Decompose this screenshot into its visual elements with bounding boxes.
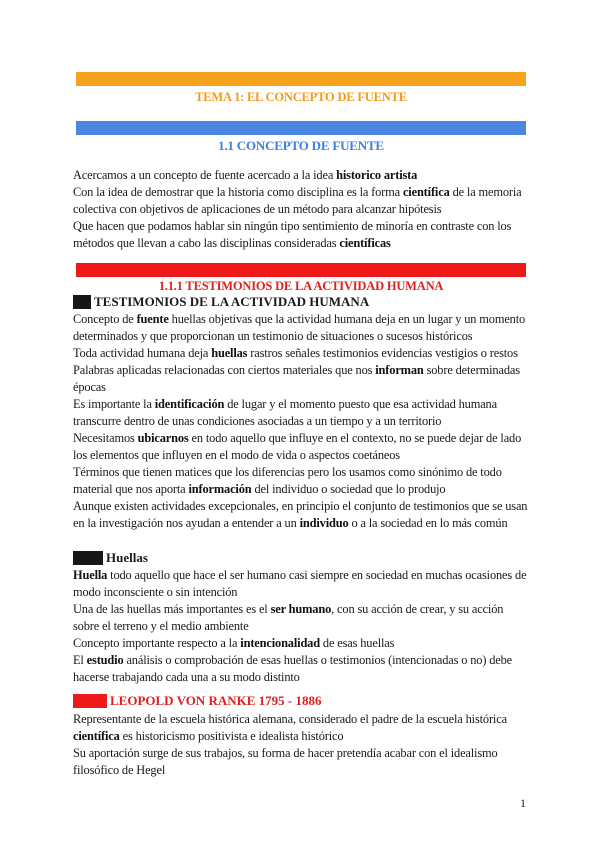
- testimonio-line: Aunque existen actividades excepcionales, en principio el conjunto de testimonios que se usan en la investigación nos ayudan a entender a un individuo o a la sociedad en lo más común: [73, 499, 528, 530]
- testimonio-line: Concepto de fuente huellas objetivas que la actividad humana deja en un lugar y un momento determinados y que proporcionan un testimonio de situaciones o sucesos históricos: [73, 312, 526, 343]
- ranke-paragraphs: [73, 711, 531, 779]
- testimonio-line: Palabras aplicadas relacionadas con ciertos materiales que nos informan sobre determinadas épocas: [73, 363, 520, 394]
- intro-line: Que hacen que podamos hablar sin ningún tipo sentimiento de minoría en contraste con los métodos que llevan a cabo las disciplinas consideradas científicas: [73, 219, 512, 250]
- huellas-paragraphs: [73, 567, 531, 686]
- huella-line: Concepto importante respecto a la intencionalidad de esas huellas: [73, 636, 395, 650]
- section-1-1-title: 1.1 CONCEPTO DE FUENTE: [218, 138, 384, 153]
- huella-line: Huella todo aquello que hace el ser humano casi siempre en sociedad en muchas ocasiones de modo inconsciente o sin intención: [73, 568, 527, 599]
- orange-divider-bar: [76, 72, 526, 86]
- huella-line: El estudio análisis o comprobación de esas huellas o testimonios (intencionadas o no) debe hacerse trabajando cada una a su modo distinto: [73, 653, 513, 684]
- ranke-line: Representante de la escuela histórica alemana, considerado el padre de la escuela histórica científica es historicismo positivista e idealista histórico: [73, 712, 507, 743]
- testimonio-line: Términos que tienen matices que los diferencias pero los usamos como sinónimo de todo material que nos aporta información del individuo o sociedad que lo produjo: [73, 465, 502, 496]
- intro-paragraphs: [73, 167, 531, 252]
- huellas-subheading: Huellas: [73, 550, 148, 566]
- blue-divider-bar: [76, 121, 526, 135]
- page-number: 1: [520, 796, 526, 810]
- testimonios-subheading: TESTIMONIOS DE LA ACTIVIDAD HUMANA: [73, 294, 369, 310]
- testimonio-line: Necesitamos ubicarnos en todo aquello que influye en el contexto, no se puede dejar de lado los elementos que influyen en el modo de vida o aspectos coetáneos: [73, 431, 522, 462]
- section-1-1-1-title: 1.1.1 TESTIMONIOS DE LA ACTIVIDAD HUMANA: [158, 279, 444, 293]
- ranke-subheading: LEOPOLD VON RANKE 1795 - 1886: [73, 693, 322, 709]
- red-square-marker: [73, 694, 107, 708]
- intro-line: Con la idea de demostrar que la historia como disciplina es la forma científica de la memoria colectiva con objetivos de aplicaciones de un método para alcanzar hipótesis: [73, 185, 522, 216]
- tema-title: TEMA 1: EL CONCEPTO DE FUENTE: [195, 90, 407, 104]
- testimonio-line: Es importante la identificación de lugar y el momento puesto que esa actividad humana transcurre dentro de unas condiciones asociadas a un tiempo y a un territorio: [73, 397, 497, 428]
- red-divider-bar: [76, 263, 526, 277]
- testimonios-paragraphs: [73, 311, 531, 532]
- testimonio-line: Toda actividad humana deja huellas rastros señales testimonios evidencias vestigios o restos: [73, 346, 518, 360]
- huella-line: Una de las huellas más importantes es el ser humano, con su acción de crear, y su acción sobre el terreno y el medio ambiente: [73, 602, 504, 633]
- black-square-marker: [73, 295, 91, 309]
- black-square-marker: [73, 551, 103, 565]
- ranke-line: Su aportación surge de sus trabajos, su forma de hacer pretendía acabar con el idealismo filosófico de Hegel: [73, 746, 498, 777]
- intro-line: Acercamos a un concepto de fuente acercado a la idea historico artista: [73, 168, 418, 182]
